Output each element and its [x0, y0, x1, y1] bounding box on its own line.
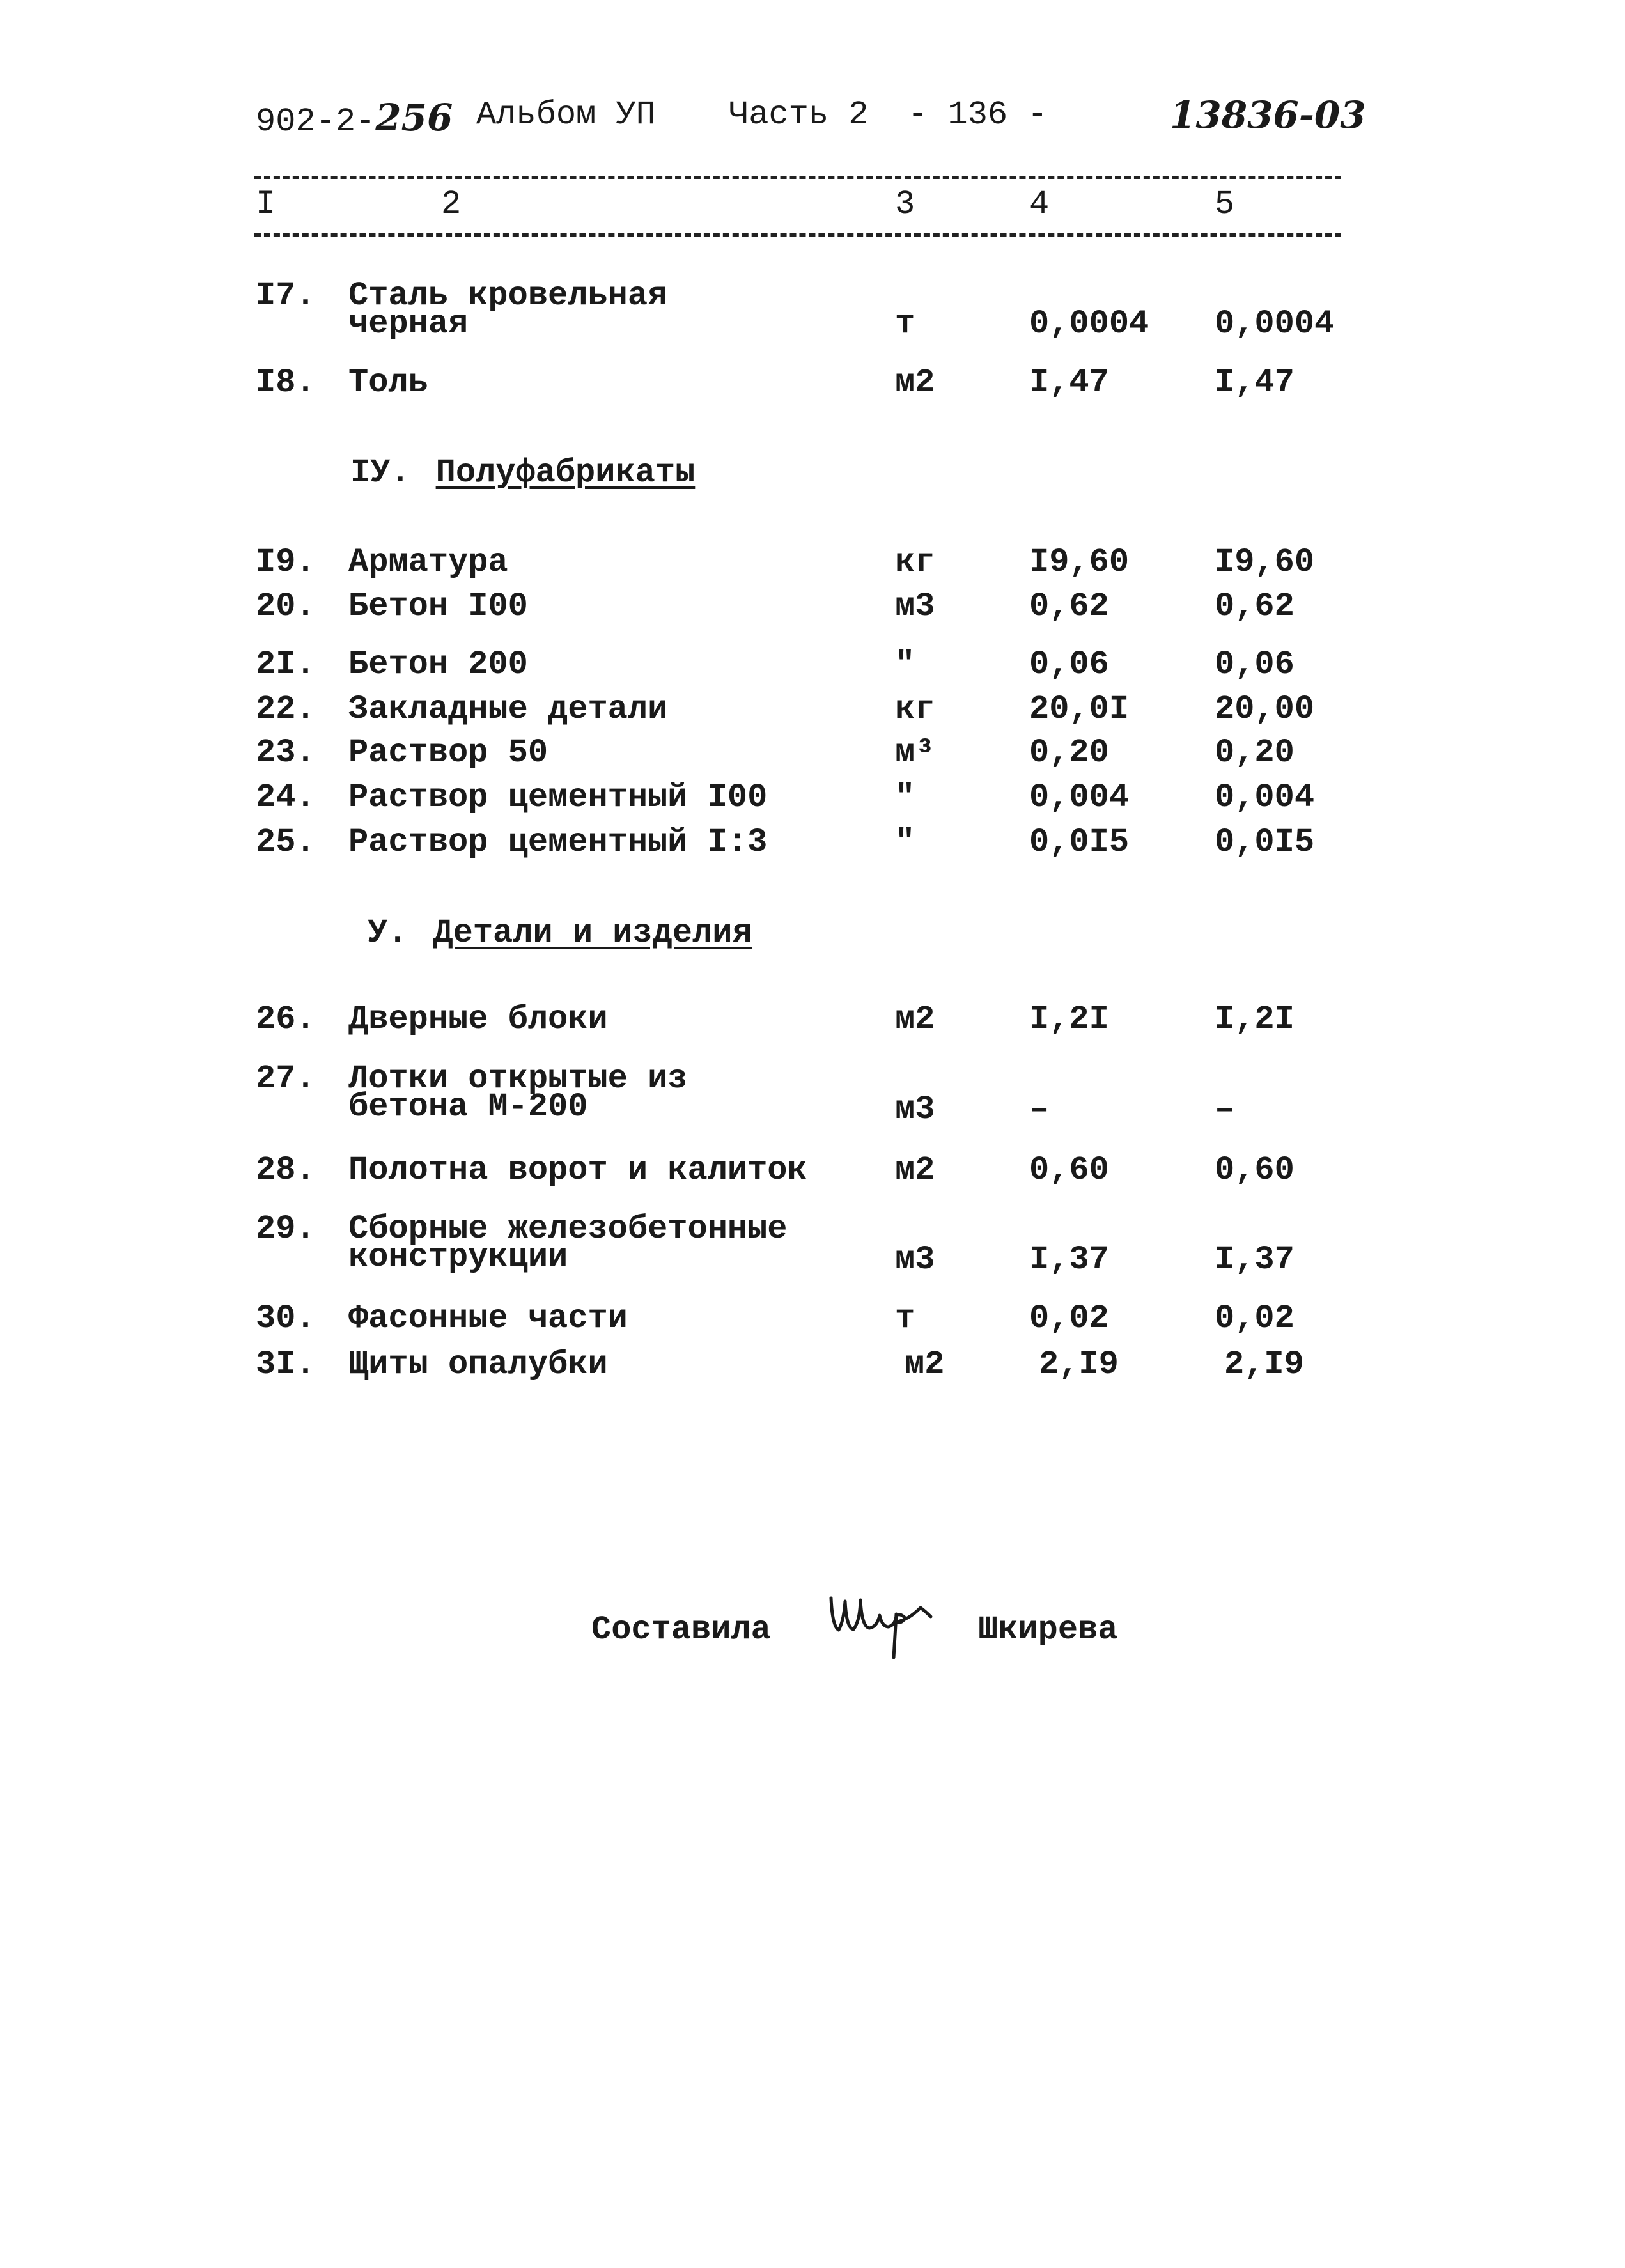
- section-title: Детали и изделия: [433, 914, 752, 952]
- row-name-line2: бетона М-200: [348, 1088, 588, 1126]
- row-value-4: 20,0I: [1029, 690, 1130, 728]
- row-name-line2: черная: [348, 305, 469, 343]
- section-heading: [368, 914, 752, 952]
- row-number: 25.: [256, 823, 316, 861]
- row-number: 28.: [256, 1151, 316, 1189]
- row-value-4: 0,0I5: [1029, 823, 1130, 861]
- row-number: I8.: [256, 364, 316, 401]
- row-unit: м2: [905, 1346, 945, 1383]
- row-value-4: 2,I9: [1039, 1346, 1119, 1383]
- row-name: Бетон 200: [348, 646, 528, 683]
- row-value-5: 0,60: [1215, 1151, 1295, 1189]
- row-value-4: 0,004: [1029, 779, 1130, 816]
- row-value-4: 0,20: [1029, 734, 1109, 772]
- signature: [825, 1582, 952, 1665]
- row-value-5: I,37: [1215, 1241, 1295, 1278]
- row-value-4: I,47: [1029, 364, 1109, 401]
- row-name: Бетон I00: [348, 587, 528, 625]
- row-unit: ": [895, 779, 915, 816]
- row-number: 2I.: [256, 646, 316, 683]
- row-value-5: 20,00: [1215, 690, 1315, 728]
- row-unit: ": [895, 823, 915, 861]
- row-name: Дверные блоки: [348, 1000, 608, 1038]
- row-value-5: 0,06: [1215, 646, 1295, 683]
- section-number: У.: [368, 914, 408, 952]
- compiler-name: Шкирева: [978, 1611, 1118, 1649]
- row-unit: ": [895, 646, 915, 683]
- row-value-5: 2,I9: [1224, 1346, 1304, 1383]
- row-unit: м3: [895, 587, 935, 625]
- row-unit: м2: [895, 1151, 935, 1189]
- row-value-5: I,2I: [1215, 1000, 1295, 1038]
- row-name: Фасонные части: [348, 1300, 628, 1337]
- row-name: Арматура: [348, 543, 508, 581]
- doc-number: 902-2-256: [256, 96, 453, 141]
- row-unit: м2: [895, 1000, 935, 1038]
- row-unit: кг: [895, 690, 935, 728]
- section-title: Полуфабрикаты: [435, 454, 696, 492]
- doc-number-handwritten: 256: [375, 96, 453, 139]
- section-number: IУ.: [350, 454, 410, 492]
- row-number: 30.: [256, 1300, 316, 1337]
- row-value-4: 0,06: [1029, 646, 1109, 683]
- row-value-5: 0,02: [1215, 1300, 1295, 1337]
- column-header-1: I: [256, 185, 276, 223]
- row-number: 24.: [256, 779, 316, 816]
- row-unit: м3: [895, 1241, 935, 1278]
- row-value-4: 0,62: [1029, 587, 1109, 625]
- row-unit: м3: [895, 1091, 935, 1128]
- row-value-4: 0,60: [1029, 1151, 1109, 1189]
- column-header-3: 3: [895, 185, 915, 223]
- row-value-5: 0,004: [1215, 779, 1315, 816]
- row-number: 26.: [256, 1000, 316, 1038]
- page-number: - 136 -: [908, 96, 1048, 134]
- row-value-4: 0,0004: [1029, 305, 1149, 343]
- column-header-2: 2: [441, 185, 462, 223]
- column-header-4: 4: [1029, 185, 1050, 223]
- row-name-line2: конструкции: [348, 1238, 568, 1276]
- row-name: Толь: [348, 364, 428, 401]
- row-value-4: I,2I: [1029, 1000, 1109, 1038]
- row-name: Полотна ворот и калиток: [348, 1151, 807, 1189]
- header-dashed-line-bottom: [254, 233, 1341, 237]
- row-name: Закладные детали: [348, 690, 668, 728]
- row-name: Щиты опалубки: [348, 1346, 608, 1383]
- row-value-5: 0,0I5: [1215, 823, 1315, 861]
- row-name: Раствор цементный I:3: [348, 823, 768, 861]
- row-value-5: 0,62: [1215, 587, 1295, 625]
- row-value-4: I9,60: [1029, 543, 1130, 581]
- row-number: I7.: [256, 277, 316, 315]
- row-value-5: –: [1215, 1091, 1235, 1128]
- document-code: 13836-03: [1170, 93, 1366, 137]
- row-name-line1: Сталь кровельная: [348, 277, 668, 315]
- row-number: 20.: [256, 587, 316, 625]
- row-number: 29.: [256, 1210, 316, 1248]
- row-name: Раствор 50: [348, 734, 548, 772]
- row-value-4: –: [1029, 1091, 1050, 1128]
- row-value-5: 0,20: [1215, 734, 1295, 772]
- row-name-line1: Сборные железобетонные: [348, 1210, 788, 1248]
- row-number: I9.: [256, 543, 316, 581]
- column-header-5: 5: [1215, 185, 1235, 223]
- header-dashed-line-top: [254, 176, 1341, 179]
- section-heading: [350, 454, 695, 492]
- row-unit: т: [895, 1300, 915, 1337]
- row-unit: м³: [895, 734, 935, 772]
- row-name-line1: Лотки открытые из: [348, 1060, 688, 1098]
- album-label: Альбом УП: [476, 96, 656, 134]
- row-value-5: I9,60: [1215, 543, 1315, 581]
- row-value-4: I,37: [1029, 1241, 1109, 1278]
- row-value-4: 0,02: [1029, 1300, 1109, 1337]
- row-unit: м2: [895, 364, 935, 401]
- row-value-5: 0,0004: [1215, 305, 1335, 343]
- row-number: 22.: [256, 690, 316, 728]
- row-value-5: I,47: [1215, 364, 1295, 401]
- row-number: 3I.: [256, 1346, 316, 1383]
- row-number: 27.: [256, 1060, 316, 1098]
- row-unit: кг: [895, 543, 935, 581]
- row-name: Раствор цементный I00: [348, 779, 768, 816]
- row-unit: т: [895, 305, 915, 343]
- row-number: 23.: [256, 734, 316, 772]
- part-label: Часть 2: [729, 96, 869, 134]
- compiled-by-label: Составила: [591, 1611, 771, 1649]
